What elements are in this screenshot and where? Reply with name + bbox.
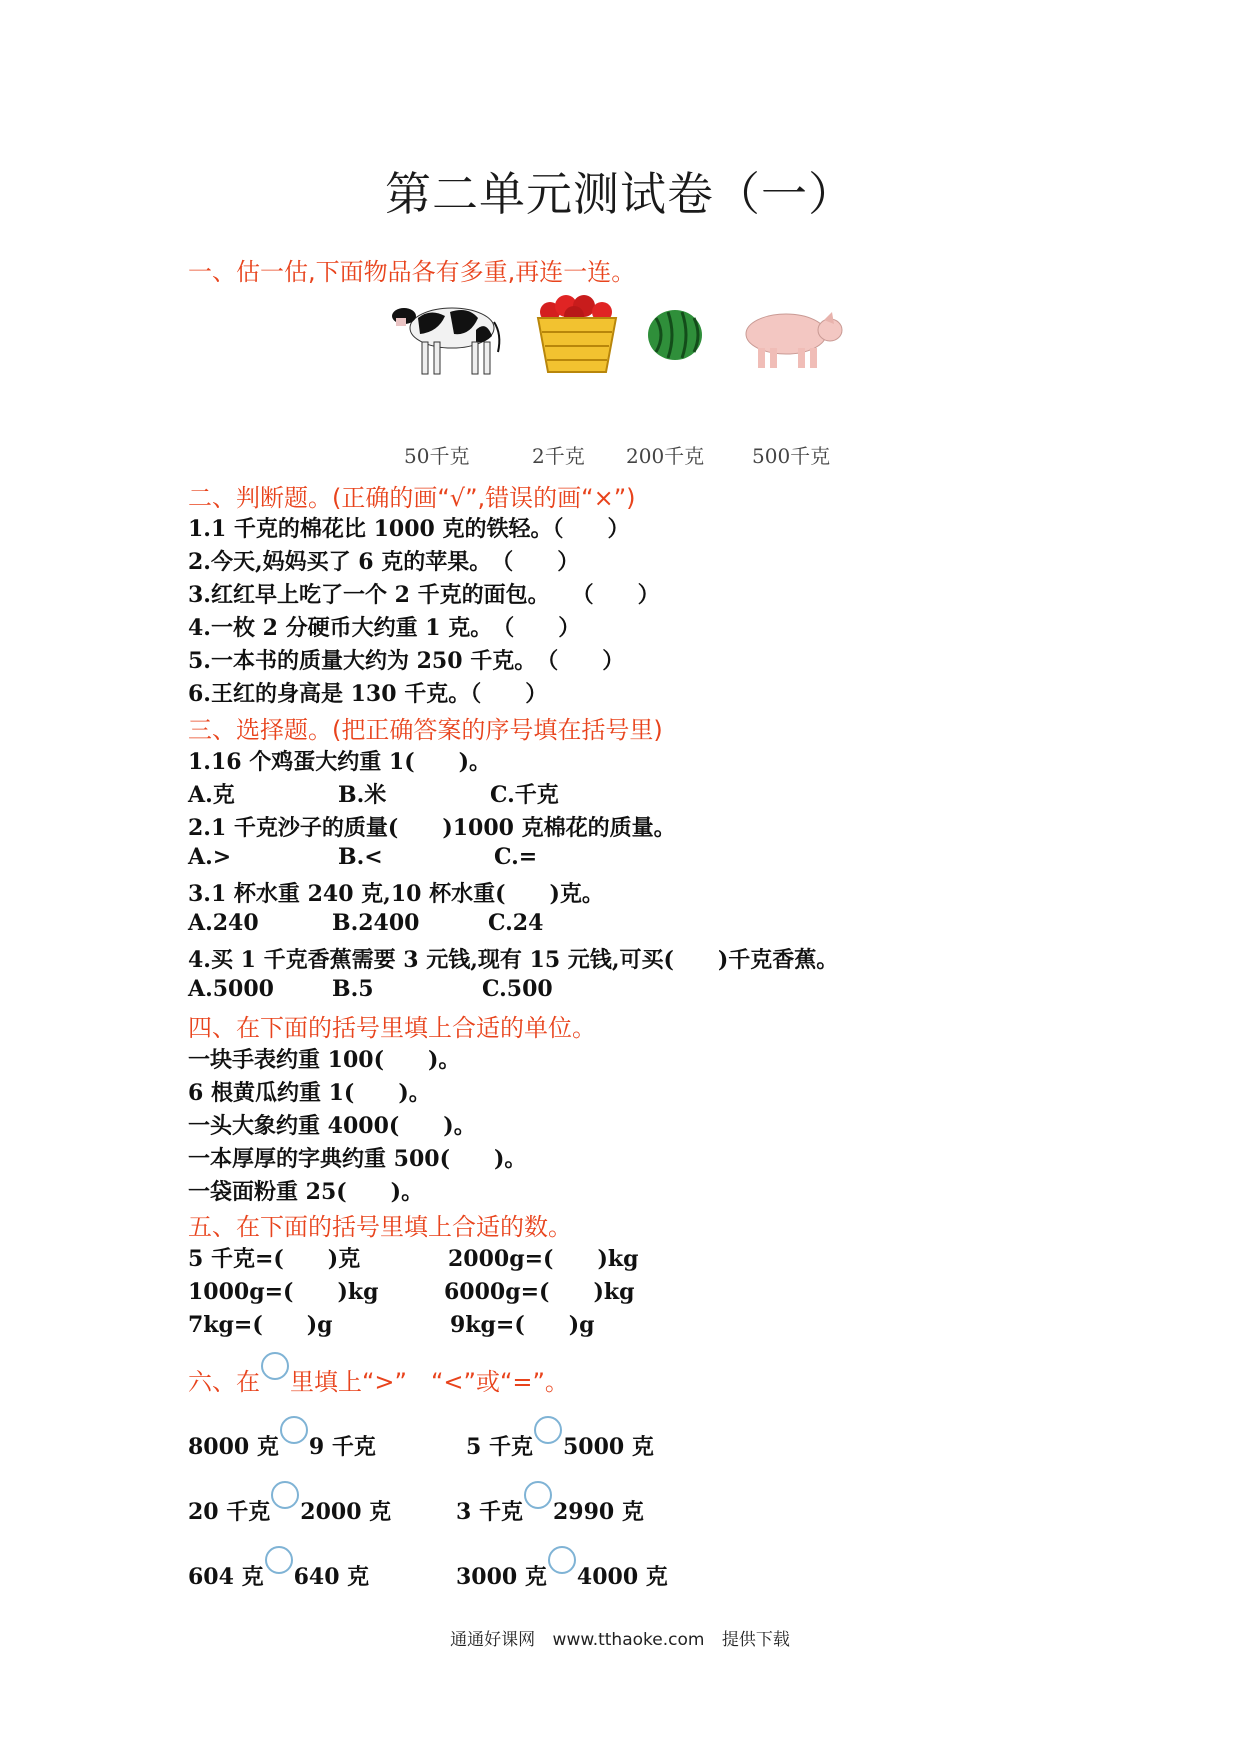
compare-item [456,1546,668,1591]
page-footer [0,1625,1240,1650]
footer-url[interactable]: www.tthaoke.com [552,1630,705,1650]
choice-option: A.240 [188,910,259,936]
compare-circle[interactable] [280,1416,308,1444]
compare-circle[interactable] [265,1546,293,1574]
judge-item: 5.一本书的质量大约为 250 千克。 （ ） [188,648,625,674]
compare-right: 4000 克 [576,1564,668,1590]
compare-circle[interactable] [548,1546,576,1574]
choice-option: C.24 [488,910,544,936]
choice-option: C.千克 [490,782,559,808]
conversion-item: 5 千克=( )克 [188,1246,361,1272]
compare-left: 20 千克 [188,1499,271,1525]
compare-item [188,1416,376,1461]
compare-right: 9 千克 [308,1434,376,1460]
page-title: 第二单元测试卷（一） [385,167,855,221]
section-4-heading: 四、在下面的括号里填上合适的单位。 [188,1014,596,1042]
weight-label: 2千克 [532,444,585,468]
choice-option: C.= [494,844,538,870]
compare-right: 640 克 [293,1564,370,1590]
choice-question: 1.16 个鸡蛋大约重 1( )。 [188,749,492,775]
section-6-heading-start: 六、在 [188,1368,260,1396]
choice-question: 4.买 1 千克香蕉需要 3 元钱,现有 15 元钱,可买( )千克香蕉。 [188,947,839,973]
compare-circle[interactable] [524,1481,552,1509]
judge-item: 3.红红早上吃了一个 2 千克的面包。 （ ） [188,582,660,608]
conversion-item: 7kg=( )g [188,1312,333,1338]
choice-option: B.米 [338,782,387,808]
compare-circle[interactable] [271,1481,299,1509]
compare-left: 8000 克 [188,1434,279,1460]
section-3-heading: 三、选择题。(把正确答案的序号填在括号里) [188,716,663,744]
compare-left: 604 克 [188,1564,264,1590]
cow-picture [390,290,510,380]
conversion-item: 9kg=( )g [450,1312,595,1338]
blank-circle-icon [261,1352,289,1380]
choice-question: 2.1 千克沙子的质量( )1000 克棉花的质量。 [188,815,676,841]
section-6-heading-end: 里填上“>” “<”或“=”。 [290,1368,569,1396]
choice-option: B.2400 [332,910,420,936]
section-5-heading: 五、在下面的括号里填上合适的数。 [188,1213,572,1241]
footer-site-name: 通通好课网 [450,1630,536,1650]
compare-item [456,1481,644,1526]
choice-question: 3.1 杯水重 240 克,10 杯水重( )克。 [188,881,604,907]
judge-item: 1.1 千克的棉花比 1000 克的铁轻。（ ） [188,516,630,542]
unit-item: 一袋面粉重 25( )。 [188,1179,424,1205]
compare-left: 3000 克 [456,1564,547,1590]
judge-item: 4.一枚 2 分硬币大约重 1 克。 （ ） [188,615,581,641]
compare-circle[interactable] [534,1416,562,1444]
footer-note: 提供下载 [721,1630,790,1650]
conversion-item: 2000g=( )kg [448,1246,639,1272]
unit-item: 一块手表约重 100( )。 [188,1047,461,1073]
compare-item [466,1416,654,1461]
conversion-item: 6000g=( )kg [444,1279,635,1305]
unit-item: 一头大象约重 4000( )。 [188,1113,476,1139]
choice-option: C.500 [482,976,553,1002]
apple-basket-picture [534,290,620,376]
weight-label: 50千克 [404,444,470,468]
watermelon-picture [646,308,704,362]
weight-label: 200千克 [626,444,705,468]
weight-label: 500千克 [752,444,831,468]
compare-left: 3 千克 [456,1499,523,1525]
compare-right: 5000 克 [562,1434,654,1460]
choice-option: A.> [188,844,232,870]
unit-item: 6 根黄瓜约重 1( )。 [188,1080,431,1106]
choice-option: A.5000 [188,976,274,1002]
judge-item: 6.王红的身高是 130 千克。（ ） [188,681,548,707]
compare-item [188,1481,391,1526]
choice-option: B.5 [332,976,374,1002]
choice-option: B.< [338,844,383,870]
section-6-heading [188,1352,569,1397]
choice-option: A.克 [188,782,235,808]
unit-item: 一本厚厚的字典约重 500( )。 [188,1146,527,1172]
conversion-item: 1000g=( )kg [188,1279,379,1305]
compare-item [188,1546,369,1591]
compare-right: 2000 克 [300,1499,392,1525]
section-1-heading: 一、估一估,下面物品各有多重,再连一连。 [188,258,636,286]
compare-right: 2990 克 [552,1499,644,1525]
compare-left: 5 千克 [466,1434,533,1460]
judge-item: 2.今天,妈妈买了 6 克的苹果。 （ ） [188,549,580,575]
pig-picture [736,300,846,372]
section-2-heading: 二、判断题。(正确的画“√”,错误的画“×”) [188,484,636,512]
